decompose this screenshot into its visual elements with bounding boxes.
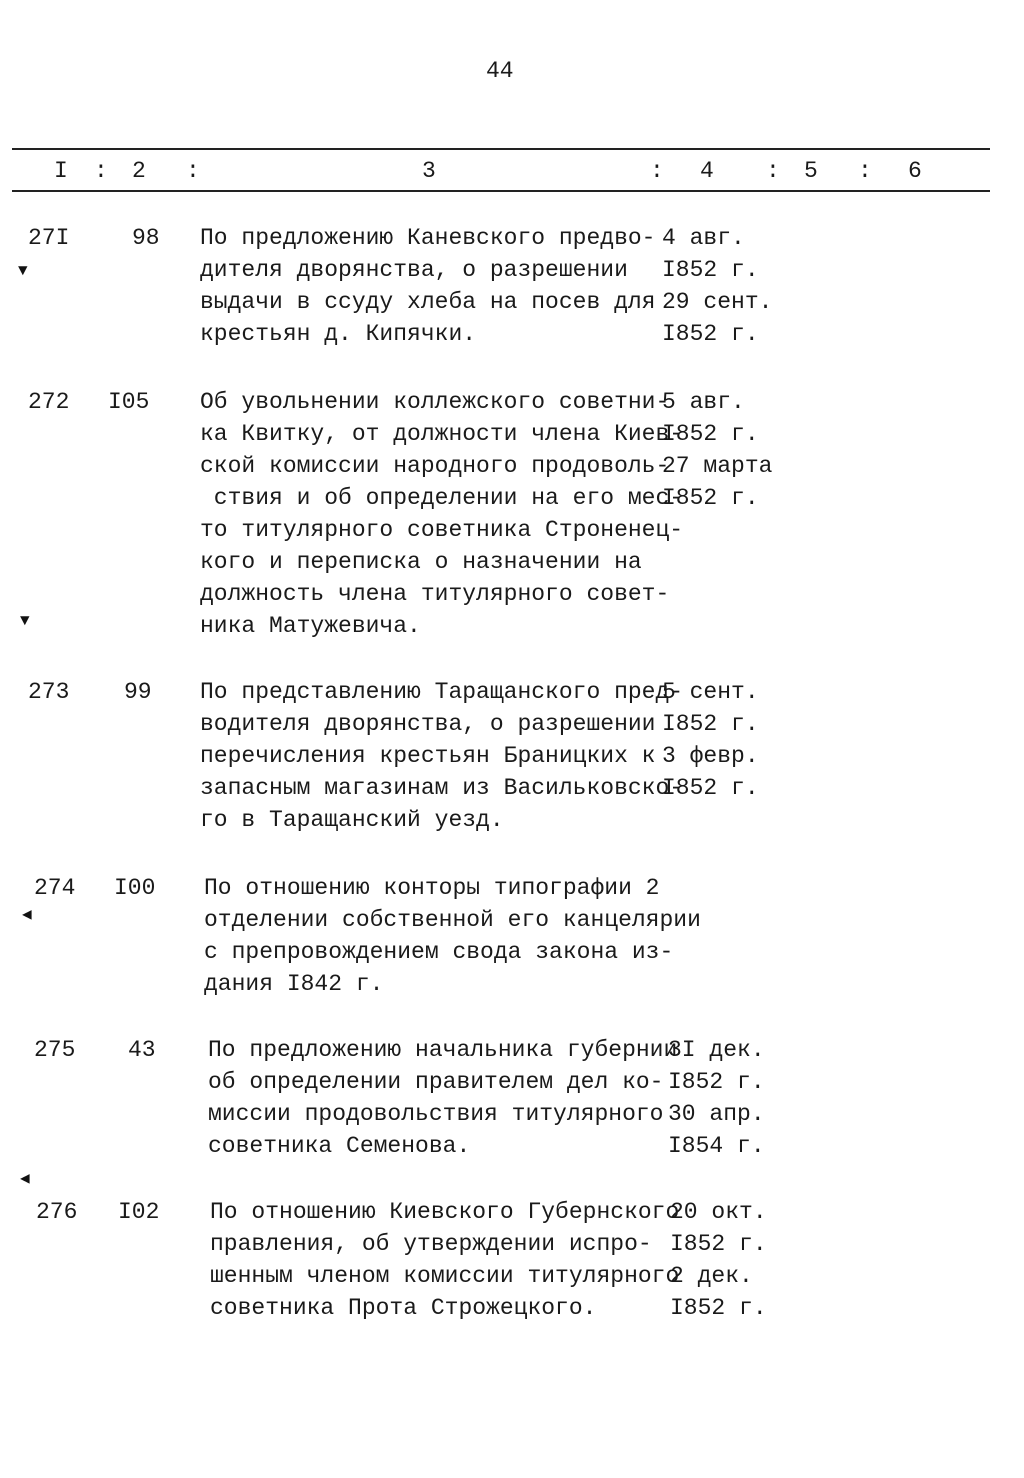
description-line: ка Квитку, от должности члена Киев- [200,421,684,447]
description-line: По предложению начальника губернии [208,1037,678,1063]
header-separator: : [186,158,200,184]
date-start-year: I852 г. [662,711,759,737]
header-col-3: 3 [422,158,436,184]
description-line: с препровождением свода закона из- [204,939,674,965]
description-line: об определении правителем дел ко- [208,1069,664,1095]
date-end-year: I852 г. [670,1295,767,1321]
entry-number: 276 [36,1199,78,1225]
date-start-year: I852 г. [668,1069,765,1095]
description-line: водителя дворянства, о разрешении [200,711,656,737]
date-end-year: I852 г. [662,485,759,511]
description-line: крестьян д. Кипячки. [200,321,477,347]
entry-dates [668,1034,798,1162]
description-line: то титулярного советника Строненец- [200,517,684,543]
date-end: 30 апр. [668,1101,765,1127]
entry-dates [662,222,792,350]
case-number: I00 [114,875,156,901]
header-col-2: 2 [132,158,146,184]
description-line: ской комиссии народного продоволь- [200,453,670,479]
table-header-rule [12,190,990,192]
date-start-year: I852 г. [662,257,759,283]
date-end: 27 марта [662,453,773,479]
ink-mark-icon: ◀ [22,906,32,924]
description-line: миссии продовольствия титулярного [208,1101,664,1127]
description-line: По представлению Таращанского пред- [200,679,684,705]
entry-description [208,1034,678,1162]
description-line: Об увольнении коллежского советни- [200,389,670,415]
header-separator: : [94,158,108,184]
case-number: 98 [132,225,160,251]
header-separator: : [858,158,872,184]
entry-number: 272 [28,389,70,415]
description-line: советника Прота Строжецкого. [210,1295,597,1321]
header-separator: : [766,158,780,184]
entry-description [200,676,684,836]
entry-description [210,1196,680,1324]
page-number: 44 [486,58,514,84]
description-line: дания I842 г. [204,971,384,997]
description-line: По предложению Каневского предво- [200,225,656,251]
ink-mark-icon: ▼ [18,262,28,280]
description-line: правления, об утверждении испро- [210,1231,652,1257]
header-col-4: 4 [700,158,714,184]
date-end-year: I854 г. [668,1133,765,1159]
description-line: ника Матужевича. [200,613,421,639]
description-line: выдачи в ссуду хлеба на посев для [200,289,656,315]
case-number: 99 [124,679,152,705]
entry-number: 273 [28,679,70,705]
header-col-1: I [54,158,68,184]
date-start: 5 сент. [662,679,759,705]
case-number: I02 [118,1199,160,1225]
entry-description [200,222,670,350]
description-line: запасным магазинам из Васильковско- [200,775,684,801]
description-line: должность члена титулярного совет- [200,581,670,607]
description-line: ствия и об определении на его мес- [200,485,684,511]
date-start: 4 авг. [662,225,745,251]
date-end: 2 дек. [670,1263,753,1289]
description-line: По отношению Киевского Губернского [210,1199,680,1225]
entry-dates [662,676,792,804]
date-start-year: I852 г. [662,421,759,447]
case-number: 43 [128,1037,156,1063]
description-line: го в Таращанский уезд. [200,807,504,833]
entry-dates [670,1196,800,1324]
date-start-year: I852 г. [670,1231,767,1257]
ink-mark-icon: ▼ [20,612,30,630]
description-line: отделении собственной его канцелярии [204,907,701,933]
date-end: 3 февр. [662,743,759,769]
description-line: перечисления крестьян Браницких к [200,743,656,769]
case-number: I05 [108,389,150,415]
entry-dates [662,386,792,514]
entry-description [200,386,684,642]
header-separator: : [650,158,664,184]
header-col-6: 6 [908,158,922,184]
description-line: По отношению конторы типографии 2 [204,875,660,901]
table-top-rule [12,148,990,150]
entry-description [204,872,701,1000]
description-line: дителя дворянства, о разрешении [200,257,628,283]
entry-number: 27I [28,225,70,251]
entry-number: 275 [34,1037,76,1063]
ink-mark-icon: ◀ [20,1170,30,1188]
entry-number: 274 [34,875,76,901]
description-line: шенным членом комиссии титулярного [210,1263,680,1289]
date-start: 20 окт. [670,1199,767,1225]
description-line: кого и переписка о назначении на [200,549,642,575]
date-end-year: I852 г. [662,775,759,801]
date-start: 3I дек. [668,1037,765,1063]
date-end: 29 сент. [662,289,773,315]
description-line: советника Семенова. [208,1133,471,1159]
header-col-5: 5 [804,158,818,184]
date-start: 5 авг. [662,389,745,415]
date-end-year: I852 г. [662,321,759,347]
